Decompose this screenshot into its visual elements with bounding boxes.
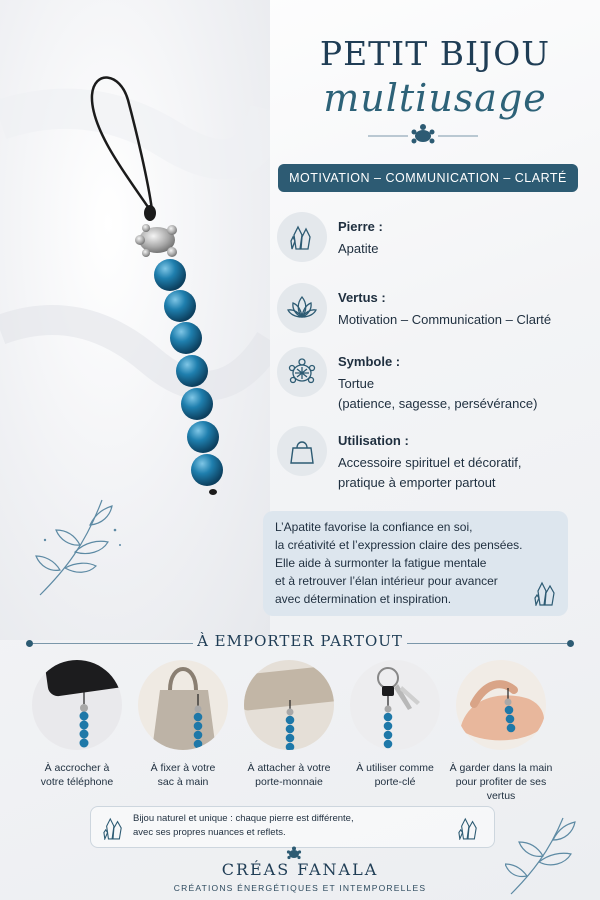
brand-tagline: CRÉATIONS ÉNERGÉTIQUES ET INTEMPORELLES xyxy=(173,883,427,893)
usage-caption: À fixer à votre sac à main xyxy=(150,762,216,788)
feature-text: Accessoire spirituel et décoratif, pratique à emporter partout xyxy=(338,455,522,490)
usage-item-phone xyxy=(22,660,132,789)
usage-caption: À accrocher à votre téléphone xyxy=(40,762,114,788)
description-box xyxy=(263,511,568,616)
divider-dot xyxy=(567,640,574,647)
usage-item-hand xyxy=(446,660,556,803)
crystal-icon xyxy=(277,212,327,262)
turtle-ornament-icon xyxy=(368,124,478,148)
feature-label: Pierre : xyxy=(338,219,383,234)
usage-photo-wallet xyxy=(244,660,334,750)
usage-caption: À utiliser comme porte-clé xyxy=(356,762,434,788)
leaf-branch-icon xyxy=(505,812,585,897)
lotus-icon xyxy=(277,283,327,333)
description-line: L’Apatite favorise la confiance en soi, xyxy=(275,520,473,534)
turtle-charm-icon xyxy=(135,224,177,257)
turtle-logo-icon xyxy=(286,846,302,860)
usage-photo-phone xyxy=(32,660,122,750)
usage-photo-hand xyxy=(456,660,546,750)
description-line: et à retrouver l’élan intérieur pour avancer xyxy=(275,574,498,588)
brand-name: CRÉAS FANALA xyxy=(221,860,379,879)
crystal-icon xyxy=(458,816,478,840)
turtle-icon xyxy=(277,347,327,397)
usage-caption: À attacher à votre porte-monnaie xyxy=(247,762,331,788)
divider-line xyxy=(407,643,567,644)
feature-label: Symbole : xyxy=(338,354,401,369)
feature-text: Tortue (patience, sagesse, persévérance) xyxy=(338,376,538,411)
description-line: la créativité et l’expression claire des pensées. xyxy=(275,538,523,552)
note-line: avec ses propres nuances et reflets. xyxy=(133,827,286,838)
usage-item-keyring xyxy=(340,660,450,789)
description-line: Elle aide à surmonter la fatigue mentale xyxy=(275,556,487,570)
divider-line xyxy=(33,643,193,644)
feature-text: Motivation – Communication – Clarté xyxy=(338,312,552,327)
crystal-icon xyxy=(534,580,556,606)
divider-dot xyxy=(26,640,33,647)
usage-photo-handbag xyxy=(138,660,228,750)
leaf-branch-icon xyxy=(30,490,130,600)
usage-item-handbag xyxy=(128,660,238,789)
usage-caption: À garder dans la main pour profiter de ses vertus xyxy=(449,762,553,802)
usage-section-heading xyxy=(0,632,600,654)
crystal-icon xyxy=(103,816,123,840)
feature-label: Utilisation : xyxy=(338,433,409,448)
note-line: Bijou naturel et unique : chaque pierre est différente, xyxy=(133,813,354,824)
virtues-banner: MOTIVATION – COMMUNICATION – CLARTÉ xyxy=(278,164,578,192)
feature-label: Vertus : xyxy=(338,290,386,305)
bag-icon xyxy=(277,426,327,476)
usage-heading: À EMPORTER PARTOUT xyxy=(197,632,403,650)
usage-photo-keyring xyxy=(350,660,440,750)
uniqueness-note xyxy=(90,806,495,848)
page-subtitle: multiusage xyxy=(323,76,547,120)
usage-item-wallet xyxy=(234,660,344,789)
description-line: avec détermination et inspiration. xyxy=(275,592,452,606)
feature-text: Apatite xyxy=(338,241,379,256)
page-title: PETIT BIJOU xyxy=(319,34,551,73)
